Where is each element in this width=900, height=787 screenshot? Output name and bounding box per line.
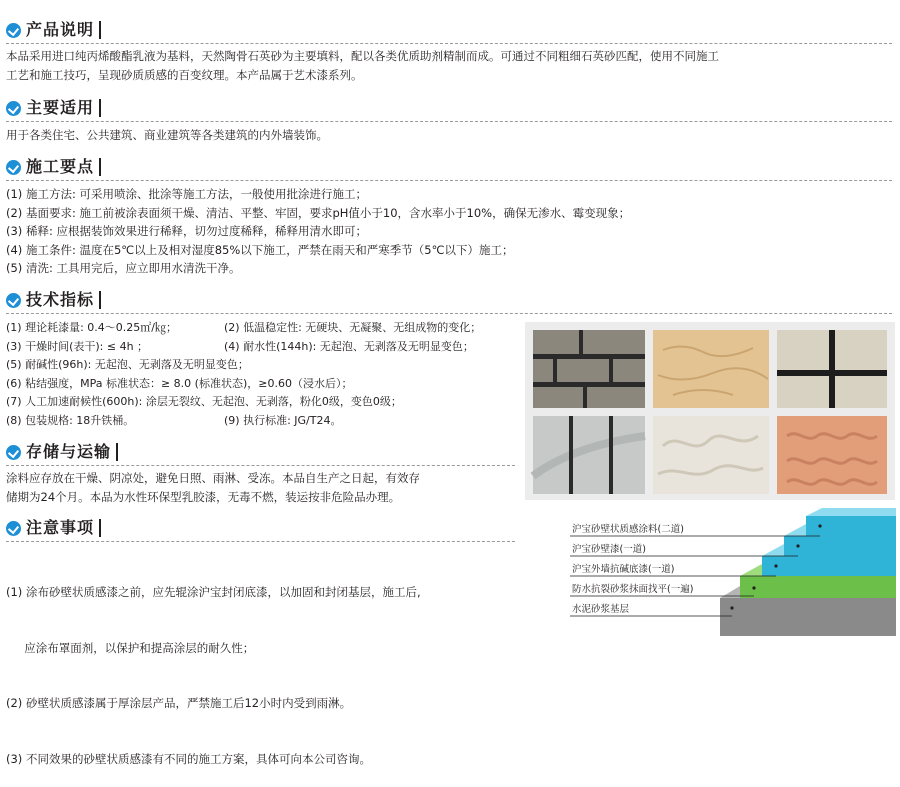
- divider: [6, 541, 515, 542]
- texture-swatch-sand-ivory: [653, 416, 769, 494]
- spec-item: (7) 人工加速耐候性(600h): 涂层无裂纹、无起泡、无剥落，粉化0级，变色0级；: [6, 395, 402, 408]
- spec-item: (6) 粘结强度，MPa 标准状态：≥ 8.0 (标准状态)，≥0.60（浸水后）；: [6, 376, 353, 390]
- spec-item: (4) 耐水性(144h): 无起泡、无剥落及无明显变色；: [224, 339, 474, 353]
- layer-label: 沪宝砂壁状质感涂料(二道): [572, 524, 684, 535]
- spec-row: [6, 338, 481, 357]
- texture-swatch-brick-beige: [653, 330, 769, 408]
- list-item: (1) 施工方法: 可采用喷涂、批涂等施工方法，一般使用批涂进行施工；: [6, 187, 367, 201]
- layer-label: 沪宝外墙抗碱底漆(一道): [572, 564, 675, 575]
- section-title: 存储与运输: [26, 443, 118, 461]
- spec-row: [6, 319, 481, 338]
- text-line: 本品采用进口纯丙烯酸酯乳液为基料，天然陶骨石英砂为主要填料，配以各类优质助剂精制而成。可通过不同粗细石英砂匹配，使用不同施工: [6, 49, 719, 63]
- section-title: 技术指标: [26, 291, 101, 309]
- check-circle-icon: [6, 521, 21, 536]
- spec-row: [6, 393, 481, 412]
- section-header-tech: [6, 288, 101, 312]
- spec-row: [6, 375, 481, 394]
- usage-description: [6, 126, 328, 145]
- list-item: (2) 基面要求: 施工前被涂表面须干燥、清洁、平整、牢固，要求pH值小于10，含水率小于10%，确保无渗水、霉变现象；: [6, 205, 631, 220]
- product-description: [6, 47, 719, 84]
- list-item: 应涂布罩面剂，以保护和提高涂层的耐久性；: [6, 640, 255, 655]
- list-item: (3) 不同效果的砂壁状质感漆有不同的施工方案，具体可向本公司咨询。: [6, 751, 371, 766]
- check-circle-icon: [6, 160, 21, 175]
- section-header-construction: [6, 155, 101, 179]
- texture-swatch-sand-coral: [777, 416, 887, 494]
- section-header-usage: [6, 96, 101, 120]
- text-line: 涂料应存放在干燥、阴凉处，避免日照、雨淋、受冻。本品自生产之日起，有效存: [6, 471, 420, 485]
- section-header-storage: [6, 440, 118, 464]
- construction-list: [6, 185, 630, 278]
- texture-swatch-grid: [525, 322, 895, 500]
- layer-block-cyan-1: [762, 556, 896, 576]
- check-circle-icon: [6, 23, 21, 38]
- section-title: 产品说明: [26, 21, 101, 39]
- layer-block-green: [740, 576, 896, 598]
- divider: [6, 43, 892, 44]
- spec-item: (3) 干燥时间(表干): ≤ 4h ；: [6, 339, 149, 353]
- list-item: (4) 施工条件: 温度在5℃以上及相对湿度85%以下施工，严禁在雨天和严寒季节（5℃以下）施工；: [6, 242, 514, 257]
- section-header-product: [6, 18, 101, 42]
- section-title: 注意事项: [26, 519, 101, 537]
- layer-block-cyan-3-top: [806, 508, 896, 516]
- section-title: 施工要点: [26, 158, 101, 176]
- notes-list: [6, 546, 421, 787]
- spec-row: [6, 356, 481, 375]
- layer-label: 水泥砂浆基层: [572, 604, 630, 615]
- storage-description: [6, 469, 420, 506]
- check-circle-icon: [6, 445, 21, 460]
- spec-item: (5) 耐碱性(96h): 无起泡、无剥落及无明显变色；: [6, 358, 249, 371]
- divider: [6, 465, 515, 466]
- tech-spec-list: [6, 319, 481, 430]
- layer-structure-diagram: [560, 508, 896, 636]
- check-circle-icon: [6, 101, 21, 116]
- texture-swatch-brick-gray: [533, 330, 645, 408]
- text-line: 工艺和施工技巧，呈现砂质质感的百变纹理。本产品属于艺术漆系列。: [6, 67, 363, 82]
- texture-swatch-stone-light: [777, 330, 887, 408]
- layer-block-base: [720, 598, 896, 636]
- list-item: (3) 稀释: 应根据装饰效果进行稀释，切勿过度稀释，稀释用清水即可；: [6, 224, 367, 238]
- list-item: (5) 清洗: 工具用完后，应立即用水清洗干净。: [6, 261, 241, 275]
- check-circle-icon: [6, 293, 21, 308]
- divider: [6, 313, 892, 314]
- spec-item: (9) 执行标准: JG/T24。: [224, 413, 342, 427]
- layer-label: 沪宝砂壁漆(一道): [572, 544, 646, 555]
- text-line: 储期为24个月。本品为水性环保型乳胶漆，无毒不燃，装运按非危险品办理。: [6, 489, 401, 504]
- text-line: 用于各类住宅、公共建筑、商业建筑等各类建筑的内外墙装饰。: [6, 128, 328, 142]
- section-header-notes: [6, 516, 101, 540]
- spec-item: (1) 理论耗漆量: 0.4～0.25㎡/㎏；: [6, 321, 177, 334]
- list-item: (2) 砂壁状质感漆属于厚涂层产品，严禁施工后12小时内受到雨淋。: [6, 696, 352, 710]
- layer-block-cyan-2: [784, 536, 896, 556]
- section-title: 主要适用: [26, 99, 101, 117]
- spec-item: (2) 低温稳定性: 无硬块、无凝聚、无组成物的变化；: [224, 321, 482, 334]
- divider: [6, 121, 892, 122]
- texture-swatch-sand-gray: [533, 416, 645, 494]
- spec-item: (8) 包装规格: 18升铁桶。: [6, 413, 135, 427]
- spec-row: [6, 412, 481, 431]
- layer-label: 防水抗裂砂浆抹面找平(一遍): [572, 584, 694, 595]
- list-item: (1) 涂布砂壁状质感漆之前，应先辊涂沪宝封闭底漆，以加固和封闭基层，施工后,: [6, 585, 421, 599]
- divider: [6, 180, 892, 181]
